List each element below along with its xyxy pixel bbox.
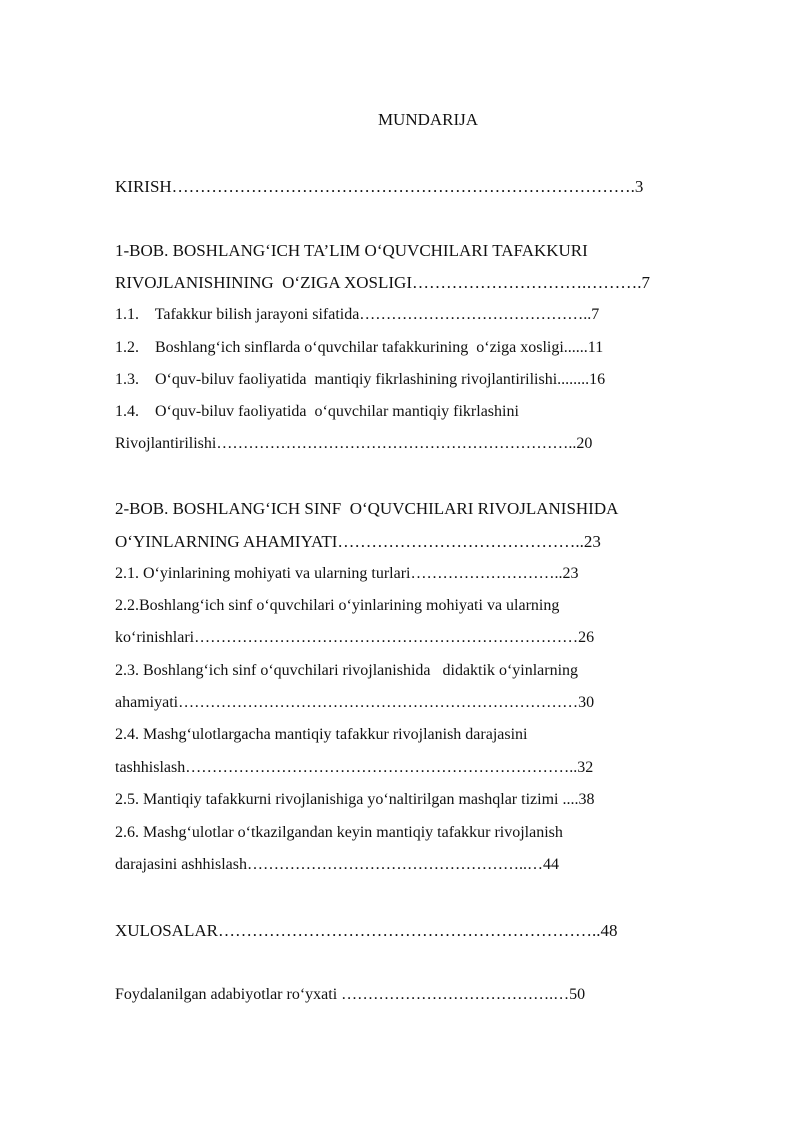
toc-section-2-6-cont: darajasini ashhislash……………………………………………..…44 — [115, 856, 559, 873]
toc-section-1-4-cont: Rivojlantirilishi…………………………………………………………..20 — [115, 435, 593, 452]
toc-references: Foydalanilgan adabiyotlar ro‘yxati ………………………………….…50 — [115, 986, 586, 1003]
toc-section-1-2: 1.2. Boshlang‘ich sinflarda o‘quvchilar tafakkurining o‘ziga xosligi......11 — [115, 339, 604, 356]
toc-intro: KIRISH……………………………………………………………………….3 — [115, 177, 644, 196]
toc-section-2-4-cont: tashhislash………………………………………………………………..32 — [115, 759, 594, 776]
toc-section-2-5: 2.5. Mantiqiy tafakkurni rivojlanishiga yo‘naltirilgan mashqlar tizimi ....38 — [115, 791, 595, 808]
toc-section-2-3: 2.3. Boshlang‘ich sinf o‘quvchilari rivojlanishida didaktik o‘yinlarning — [115, 662, 579, 679]
toc-section-2-3-cont: ahamiyati…………………………………………………………………30 — [115, 694, 595, 711]
toc-chapter-2-title-cont: O‘YINLARNING AHAMIYATI……………………………………..23 — [115, 532, 601, 551]
toc-chapter-1-title: 1-BOB. BOSHLANG‘ICH TA’LIM O‘QUVCHILARI TAFAKKURI — [115, 241, 588, 260]
toc-section-1-4: 1.4. O‘quv-biluv faoliyatida o‘quvchilar mantiqiy fikrlashini — [115, 403, 519, 420]
toc-chapter-2-title: 2-BOB. BOSHLANG‘ICH SINF O‘QUVCHILARI RIVOJLANISHIDA — [115, 499, 619, 518]
toc-section-2-4: 2.4. Mashg‘ulotlargacha mantiqiy tafakkur rivojlanish darajasini — [115, 726, 528, 743]
toc-section-2-2: 2.2.Boshlang‘ich sinf o‘quvchilari o‘yinlarining mohiyati va ularning — [115, 597, 560, 614]
page-title: MUNDARIJA — [377, 110, 479, 129]
toc-section-1-3: 1.3. O‘quv-biluv faoliyatida mantiqiy fikrlashining rivojlantirilishi........16 — [115, 371, 606, 388]
toc-section-2-6: 2.6. Mashg‘ulotlar o‘tkazilgandan keyin mantiqiy tafakkur rivojlanish — [115, 824, 563, 841]
toc-conclusion: XULOSALAR…………………………………………………………..48 — [115, 921, 618, 940]
toc-section-2-2-cont: ko‘rinishlari………………………………………………………………26 — [115, 629, 595, 646]
toc-chapter-1-title-cont: RIVOJLANISHINING O‘ZIGA XOSLIGI………………………….……….7 — [115, 273, 650, 292]
toc-section-2-1: 2.1. O‘yinlarining mohiyati va ularning turlari………………………..23 — [115, 565, 579, 582]
toc-section-1-1: 1.1. Tafakkur bilish jarayoni sifatida……………………………………..7 — [115, 306, 600, 323]
